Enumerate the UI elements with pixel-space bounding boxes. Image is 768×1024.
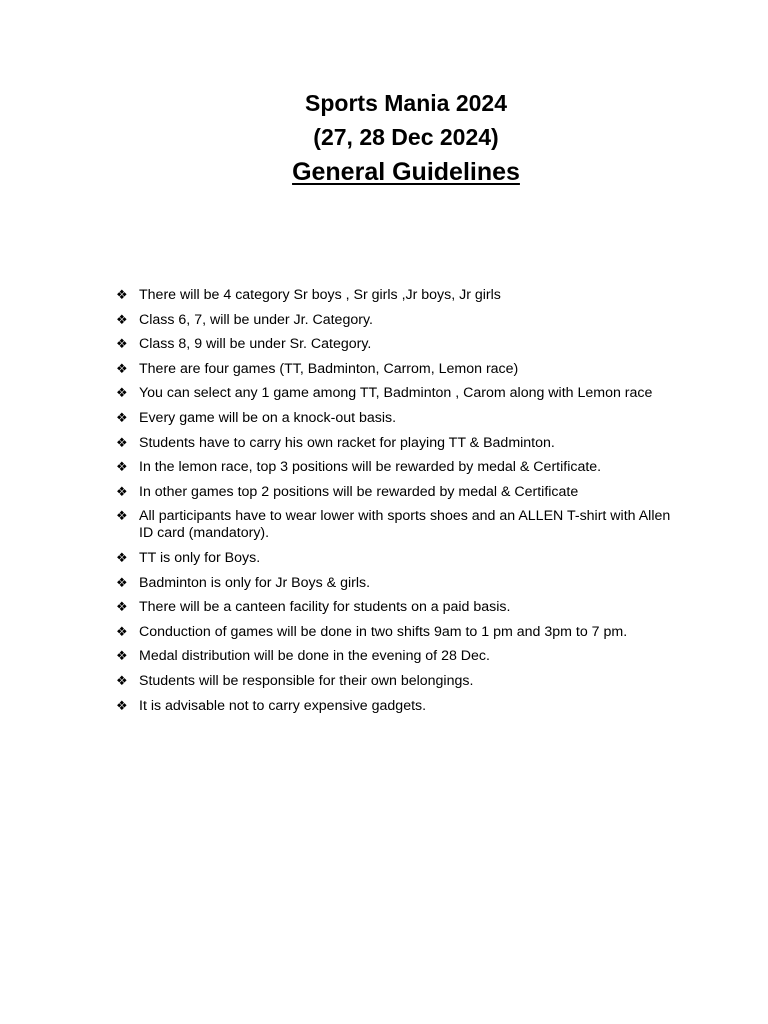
list-item (116, 459, 682, 476)
event-title: Sports Mania 2024 (305, 90, 507, 116)
four-diamond-bullet-icon: ❖ (116, 575, 128, 591)
list-item (116, 624, 682, 641)
list-item (116, 361, 682, 378)
list-item-text: Medal distribution will be done in the evening of 28 Dec. (139, 648, 490, 665)
list-item-text: Conduction of games will be done in two shifts 9am to 1 pm and 3pm to 7 pm. (139, 623, 628, 640)
four-diamond-bullet-icon: ❖ (116, 550, 128, 566)
list-item-text: There will be a canteen facility for students on a paid basis. (139, 599, 511, 616)
list-item-text: In other games top 2 positions will be rewarded by medal & Certificate (139, 483, 579, 500)
list-item (116, 575, 682, 592)
list-item-text: Students will be responsible for their own belongings. (139, 672, 474, 689)
list-item (116, 336, 682, 353)
four-diamond-bullet-icon: ❖ (116, 361, 128, 377)
four-diamond-bullet-icon: ❖ (116, 460, 128, 476)
four-diamond-bullet-icon: ❖ (116, 649, 128, 665)
list-item (116, 698, 682, 715)
four-diamond-bullet-icon: ❖ (116, 624, 128, 640)
four-diamond-bullet-icon: ❖ (116, 484, 128, 500)
list-item (116, 312, 682, 329)
four-diamond-bullet-icon: ❖ (116, 698, 128, 714)
four-diamond-bullet-icon: ❖ (116, 600, 128, 616)
list-item-text: In the lemon race, top 3 positions will be rewarded by medal & Certificate. (139, 459, 602, 476)
list-item-text: Class 6, 7, will be under Jr. Category. (139, 311, 373, 328)
list-item (116, 550, 682, 567)
list-item-text: Class 8, 9 will be under Sr. Category. (139, 336, 372, 353)
list-item-text: It is advisable not to carry expensive gadgets. (139, 697, 427, 714)
four-diamond-bullet-icon: ❖ (116, 410, 128, 426)
section-heading: General Guidelines (292, 158, 520, 186)
list-item-text: Every game will be on a knock-out basis. (139, 409, 397, 426)
list-item-text: All participants have to wear lower with sports shoes and an ALLEN T-shirt with Allen ID card (mandatory). (139, 508, 671, 542)
document-header (0, 86, 768, 190)
list-item-text: There will be 4 category Sr boys , Sr girls ,Jr boys, Jr girls (139, 287, 501, 303)
list-item (116, 673, 682, 690)
guidelines-list (116, 287, 682, 722)
list-item (116, 435, 682, 452)
four-diamond-bullet-icon: ❖ (116, 337, 128, 353)
four-diamond-bullet-icon: ❖ (116, 509, 128, 525)
list-item (116, 599, 682, 616)
list-item (116, 508, 682, 542)
list-item (116, 287, 682, 304)
four-diamond-bullet-icon: ❖ (116, 435, 128, 451)
list-item (116, 385, 682, 402)
list-item-text: Badminton is only for Jr Boys & girls. (139, 574, 371, 591)
event-dates: (27, 28 Dec 2024) (313, 124, 499, 150)
four-diamond-bullet-icon: ❖ (116, 386, 128, 402)
four-diamond-bullet-icon: ❖ (116, 312, 128, 328)
list-item-text: TT is only for Boys. (139, 549, 261, 566)
list-item (116, 484, 682, 501)
list-item-text: There are four games (TT, Badminton, Carrom, Lemon race) (139, 360, 519, 377)
list-item (116, 648, 682, 665)
four-diamond-bullet-icon: ❖ (116, 288, 128, 303)
four-diamond-bullet-icon: ❖ (116, 673, 128, 689)
list-item-text: Students have to carry his own racket for playing TT & Badminton. (139, 434, 555, 451)
list-item (116, 410, 682, 427)
list-item-text: You can select any 1 game among TT, Badminton , Carom along with Lemon race (139, 385, 653, 402)
